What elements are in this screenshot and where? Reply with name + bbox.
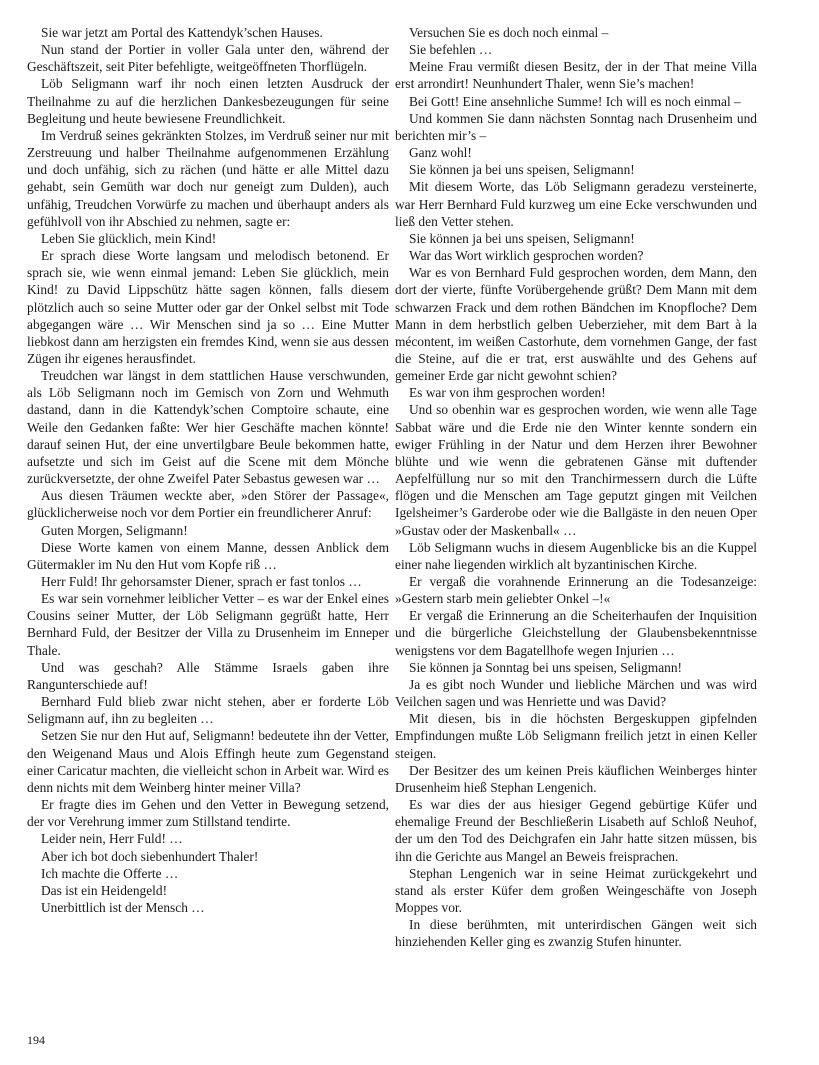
paragraph: Aber ich bot doch siebenhundert Thaler! bbox=[41, 848, 259, 864]
paragraph: Es war von ihm gesprochen worden! bbox=[409, 385, 606, 401]
paragraph: Ja es gibt noch Wunder und liebliche Märchen und was wird Veilchen sagen und was Henriette und was David? bbox=[395, 676, 757, 710]
paragraph: Er vergaß die vorahnende Erinnerung an die Todesanzeige: »Gestern starb mein geliebter Onkel –!« bbox=[395, 574, 757, 607]
paragraph: Sie können ja bei uns speisen, Seligmann! bbox=[409, 162, 635, 178]
paragraph: Mit diesem Worte, das Löb Seligmann geradezu versteinerte, war Herr Bernhard Fuld kurzweg um eine Ecke verschwunden und ließ den Vetter stehen. bbox=[395, 179, 757, 229]
paragraph: Herr Fuld! Ihr gehorsamster Diener, sprach er fast tonlos … bbox=[41, 574, 362, 589]
paragraph: War es von Bernhard Fuld gesprochen worden, dem Mann, den dort der vierte, fünfte Vorübergehende grüßt? Dem Mann mit dem schwarzen Frack und dem rothen Bändchen im Knopfloche? Dem Mann in dem herbstlich gelben Ueberzieher, mit dem Bart à la mécontent, im weißen Castorhute, dem vornehmen Gange, der fast die Steine, auf die er trat, erst auswählte und des Gehens auf gemeiner Erde gar nicht gewohnt schien? bbox=[395, 265, 757, 384]
paragraph: Treudchen war längst in dem stattlichen Hause verschwunden, als Löb Seligmann noch im Gemisch von Zorn und Wehmuth dastand, dann in die Kattendyk’schen Comptoire schaute, eine Weile den Gedanken faßte: Wer hier Geschäfte machen könnte! darauf seinen Hut, der eine unvertilgbare Beule bekommen hatte, aufsetzte und sich im Geist auf die Scene mit dem Mönche zurückversetzte, der ohne Zweifel Pater Sebastus gewesen war … bbox=[27, 368, 389, 487]
left-text-column bbox=[27, 24, 389, 916]
paragraph: Sie können ja Sonntag bei uns speisen, Seligmann! bbox=[409, 659, 682, 675]
paragraph: Sie befehlen … bbox=[409, 42, 493, 58]
paragraph: Bernhard Fuld blieb zwar nicht stehen, aber er forderte Löb Seligmann auf, ihn zu begleiten … bbox=[27, 694, 389, 727]
paragraph: Das ist ein Heidengeld! bbox=[41, 882, 168, 898]
paragraph: Und kommen Sie dann nächsten Sonntag nach Drusenheim und berichten mir’s – bbox=[395, 110, 757, 143]
paragraph: Und so obenhin war es gesprochen worden, wie wenn alle Tage Sabbat wäre und die Erde nie den Winter kennte sondern ein ewiger Frühling in der Natur und dem Herzen ihrer Bewohner blühte und wie wenn die gebratenen Gänse mit duftender Aepfelfüllung nur so mit den Tranchirmessern durch die Lüfte flögen und die Menschen am Tage geputzt gingen mit Veilchen Igelsheimer’s Garderobe oder wie die Ballgäste in den neuen Oper »Gustav oder der Maskenball« … bbox=[395, 402, 757, 538]
paragraph: Leider nein, Herr Fuld! … bbox=[41, 831, 183, 847]
paragraph: War das Wort wirklich gesprochen worden? bbox=[409, 248, 644, 264]
paragraph: Ich machte die Offerte … bbox=[41, 865, 179, 881]
paragraph: Diese Worte kamen von einem Manne, dessen Anblick dem Gütermakler im Nu den Hut vom Kopfe riß … bbox=[27, 539, 389, 572]
paragraph: Der Besitzer des um keinen Preis käuflichen Weinberges hinter Drusenheim hieß Stephan Lengenich. bbox=[395, 762, 757, 795]
paragraph: Nun stand der Portier in voller Gala unter den, während der Geschäftszeit, seit Piter befehligte, weitgeöffneten Thorflügeln. bbox=[27, 42, 389, 75]
paragraph: Guten Morgen, Seligmann! bbox=[41, 522, 188, 538]
paragraph: Sie können ja bei uns speisen, Seligmann! bbox=[409, 230, 635, 246]
paragraph: Stephan Lengenich war in seine Heimat zurückgekehrt und stand als erster Küfer dem großen Weingeschäfte von Joseph Moppes vor. bbox=[395, 865, 757, 915]
paragraph: Es war sein vornehmer leiblicher Vetter – es war der Enkel eines Cousins seiner Mutter, der Löb Seligmann gegrüßt hatte, Herr Bernhard Fuld, der Besitzer der Villa zu Drusenheim im Enneper Thale. bbox=[27, 591, 389, 658]
paragraph: Versuchen Sie es doch noch einmal – bbox=[409, 25, 609, 40]
paragraph: Im Verdruß seines gekränkten Stolzes, im Verdruß seiner nur mit Zerstreuung und halber Theilnahme aufgenommenen Erzählung und doch unfähig, sich zu rächen (und hätte er alle Mittel dazu gehabt, sein Gemüth war doch nur geneigt zum Dulden), auch unfähig, Treudchen Vorwürfe zu machen und überhaupt anders als gefühlvoll von ihr Abschied zu nehmen, sagte er: bbox=[27, 127, 389, 229]
paragraph: Er vergaß die Erinnerung an die Scheiterhaufen der Inquisition und die bürgerliche Gleichstellung der Glaubensbekenntnisse wenigstens vor dem Bagatellhofe wegen Injurien … bbox=[395, 608, 757, 658]
paragraph: Er fragte dies im Gehen und den Vetter in Bewegung setzend, der vor Verehrung immer zum Stillstand tendirte. bbox=[27, 797, 389, 830]
paragraph: Mit diesen, bis in die höchsten Bergeskuppen gipfelnden Empfindungen mußte Löb Seligmann freilich jetzt in einen Keller steigen. bbox=[395, 711, 757, 761]
paragraph: In diese berühmten, mit unterirdischen Gängen weit sich hinziehenden Keller ging es zwanzig Stufen hinunter. bbox=[395, 917, 757, 950]
paragraph: Bei Gott! Eine ansehnliche Summe! Ich will es noch einmal – bbox=[409, 93, 741, 109]
paragraph: Löb Seligmann wuchs in diesem Augenblicke bis an die Kuppel einer nahe liegenden wirklich alt byzantinischen Kirche. bbox=[395, 539, 757, 572]
paragraph: Aus diesen Träumen weckte aber, »den Störer der Passage«, glücklicherweise noch vor dem Portier ein freundlicherer Anruf: bbox=[27, 488, 389, 521]
page-number: 194 bbox=[27, 1033, 45, 1047]
paragraph: Unerbittlich ist der Mensch … bbox=[41, 899, 205, 915]
paragraph: Er sprach diese Worte langsam und melodisch betonend. Er sprach sie, wie wenn einmal jemand: Leben Sie glücklich, mein Kind! zu David Lippschütz hätte sagen können, falls diesem plötzlich auch so seine Mutter oder gar der Onkel selbst mit Tode abgegangen wäre … Wir Menschen sind ja so … Eine Mutter liebkost dann am herzigsten ein fremdes Kind, wenn sie aus dessen Zügen ihr eigenes herausfindet. bbox=[27, 248, 389, 366]
paragraph: Und was geschah? Alle Stämme Israels gaben ihre Rangunterschiede auf! bbox=[27, 659, 389, 692]
paragraph: Sie war jetzt am Portal des Kattendyk’schen Hauses. bbox=[41, 25, 323, 40]
paragraph: Leben Sie glücklich, mein Kind! bbox=[41, 230, 217, 246]
paragraph: Setzen Sie nur den Hut auf, Seligmann! bedeutete ihn der Vetter, den Weigenand Maus und Alois Effingh heute zum Gegenstand einer Caricatur machten, die vielleicht schon in Arbeit war. Wird es denn nichts mit dem Weinberg hinter meiner Villa? bbox=[27, 728, 389, 795]
paragraph: Meine Frau vermißt diesen Besitz, der in der That meine Villa erst arrondirt! Neunhundert Thaler, wenn Sie’s machen! bbox=[395, 59, 757, 92]
paragraph: Löb Seligmann warf ihr noch einen letzten Ausdruck der Theilnahme zu auf die herzlichen Dankesbezeugungen für seine Begleitung und heute bewiesene Freundlichkeit. bbox=[27, 76, 389, 126]
paragraph: Ganz wohl! bbox=[409, 145, 472, 161]
right-text-column bbox=[395, 24, 757, 950]
paragraph: Es war dies der aus hiesiger Gegend gebürtige Küfer und ehemalige Freund der Beschließerin Lisabeth auf Schloß Neuhof, der um den Tod des Deichgrafen ein Jahr hatte sitzen müssen, bis ihn die Gerichte aus Mangel an Beweis freisprachen. bbox=[395, 797, 757, 864]
